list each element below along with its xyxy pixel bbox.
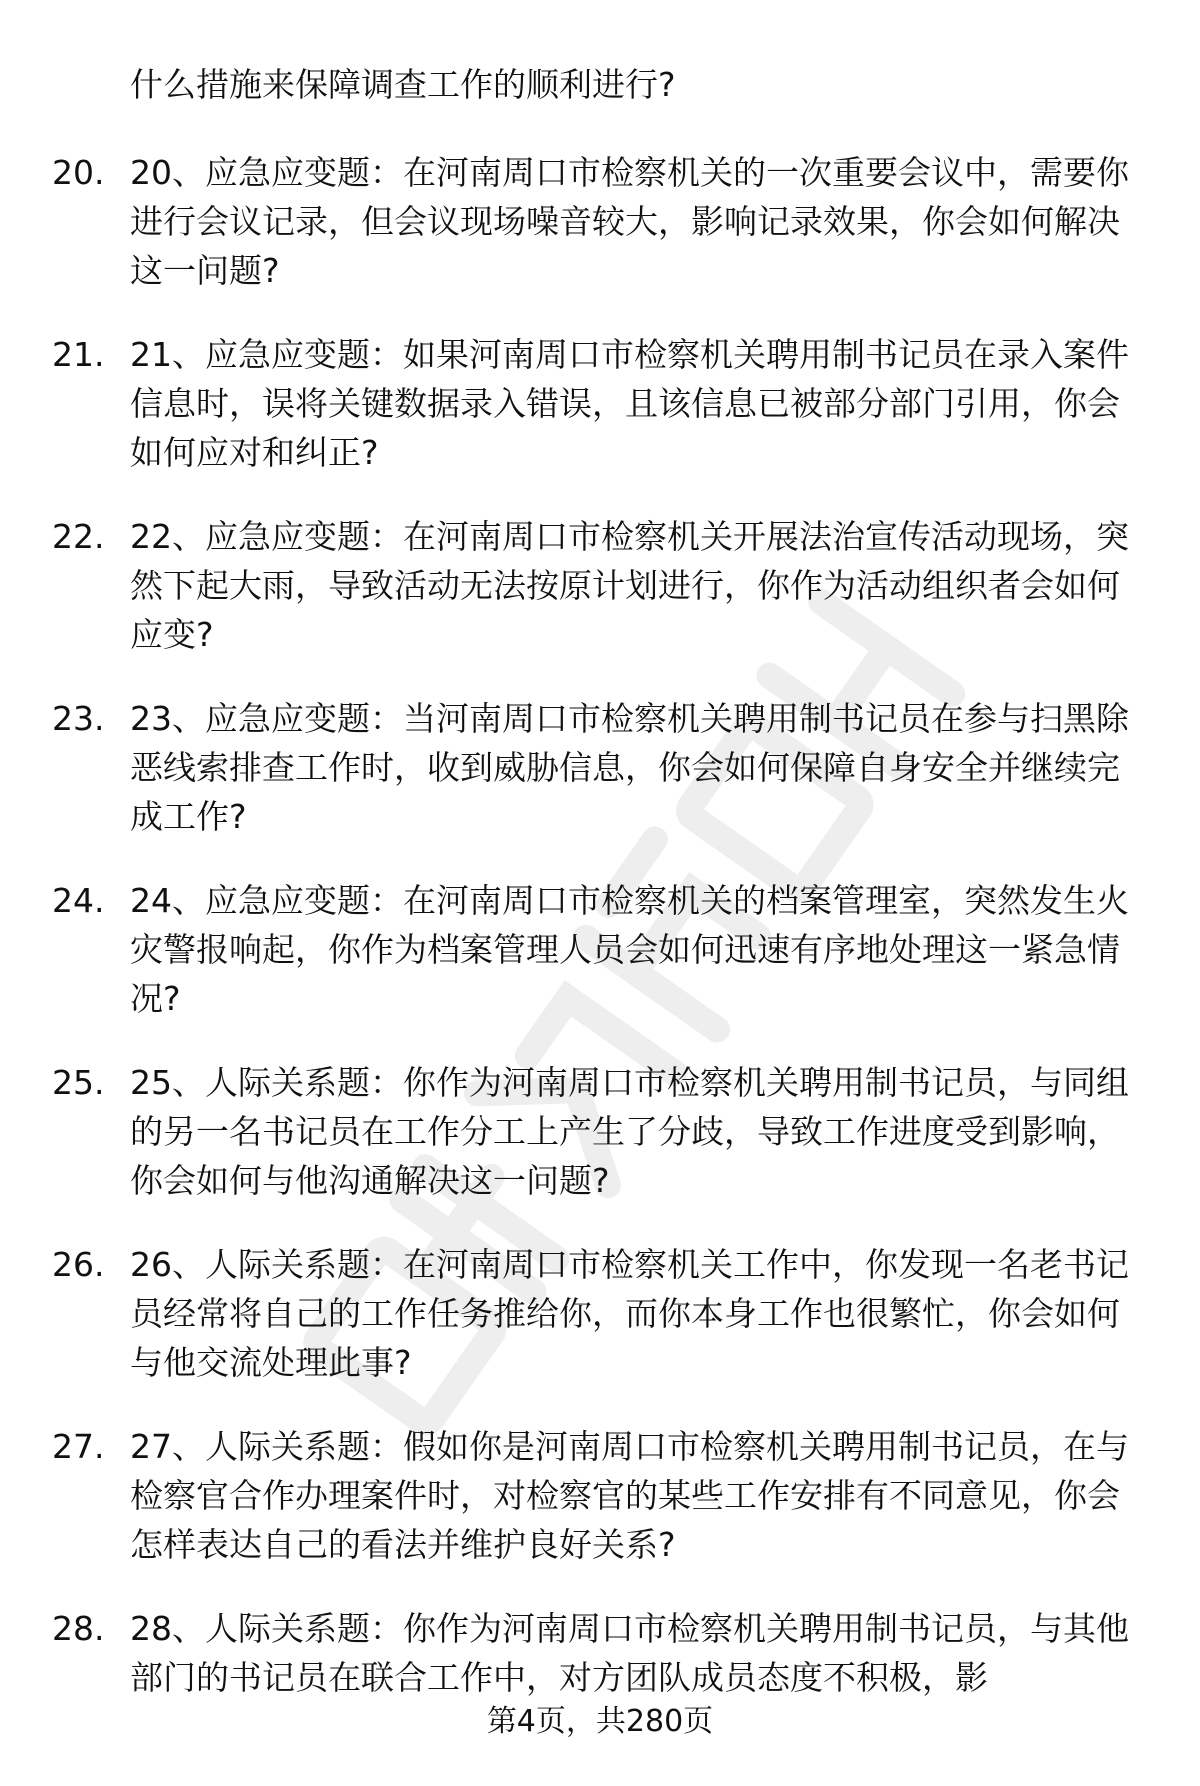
item-text: 22、应急应变题：在河南周口市检察机关开展法治宣传活动现场，突然下起大雨，导致活动无法按原计划进行，你作为活动组织者会如何应变? — [130, 517, 1129, 654]
list-item — [0, 1422, 1200, 1604]
item-number: 26. — [52, 1245, 105, 1284]
item-text: 21、应急应变题：如果河南周口市检察机关聘用制书记员在录入案件信息时，误将关键数据录入错误，且该信息已被部分部门引用，你会如何应对和纠正? — [130, 335, 1129, 472]
item-number: 28. — [52, 1609, 105, 1648]
item-number: 20. — [52, 153, 105, 192]
list-item — [0, 512, 1200, 694]
page-footer: 第4页，共280页 — [486, 1704, 714, 1739]
continuation-text: 什么措施来保障调查工作的顺利进行? — [130, 65, 676, 104]
list-item — [0, 148, 1200, 330]
item-number: 22. — [52, 517, 105, 556]
item-text: 27、人际关系题：假如你是河南周口市检察机关聘用制书记员，在与检察官合作办理案件时，对检察官的某些工作安排有不同意见，你会怎样表达自己的看法并维护良好关系? — [130, 1427, 1129, 1564]
list-item — [0, 694, 1200, 876]
item-text: 25、人际关系题：你作为河南周口市检察机关聘用制书记员，与同组的另一名书记员在工作分工上产生了分歧，导致工作进度受到影响，你会如何与他沟通解决这一问题? — [130, 1063, 1129, 1200]
list-item — [0, 1240, 1200, 1422]
item-text: 28、人际关系题：你作为河南周口市检察机关聘用制书记员，与其他部门的书记员在联合工作中，对方团队成员态度不积极，影 — [130, 1609, 1129, 1697]
item-number: 24. — [52, 881, 105, 920]
list-item — [0, 876, 1200, 1058]
item-number: 27. — [52, 1427, 105, 1466]
item-number: 25. — [52, 1063, 105, 1102]
question-list — [0, 148, 1200, 1786]
item-number: 21. — [52, 335, 105, 374]
item-text: 24、应急应变题：在河南周口市检察机关的档案管理室，突然发生火灾警报响起，你作为档案管理人员会如何迅速有序地处理这一紧急情况? — [130, 881, 1129, 1018]
item-text: 23、应急应变题：当河南周口市检察机关聘用制书记员在参与扫黑除恶线索排查工作时，收到威胁信息，你会如何保障自身安全并继续完成工作? — [130, 699, 1129, 836]
item-text: 20、应急应变题：在河南周口市检察机关的一次重要会议中，需要你进行会议记录，但会议现场噪音较大，影响记录效果，你会如何解决这一问题? — [130, 153, 1129, 290]
item-text: 26、人际关系题：在河南周口市检察机关工作中，你发现一名老书记员经常将自己的工作任务推给你，而你本身工作也很繁忙，你会如何与他交流处理此事? — [130, 1245, 1129, 1382]
list-item — [0, 1058, 1200, 1240]
list-item — [0, 330, 1200, 512]
item-number: 23. — [52, 699, 105, 738]
list-item — [0, 1604, 1200, 1786]
